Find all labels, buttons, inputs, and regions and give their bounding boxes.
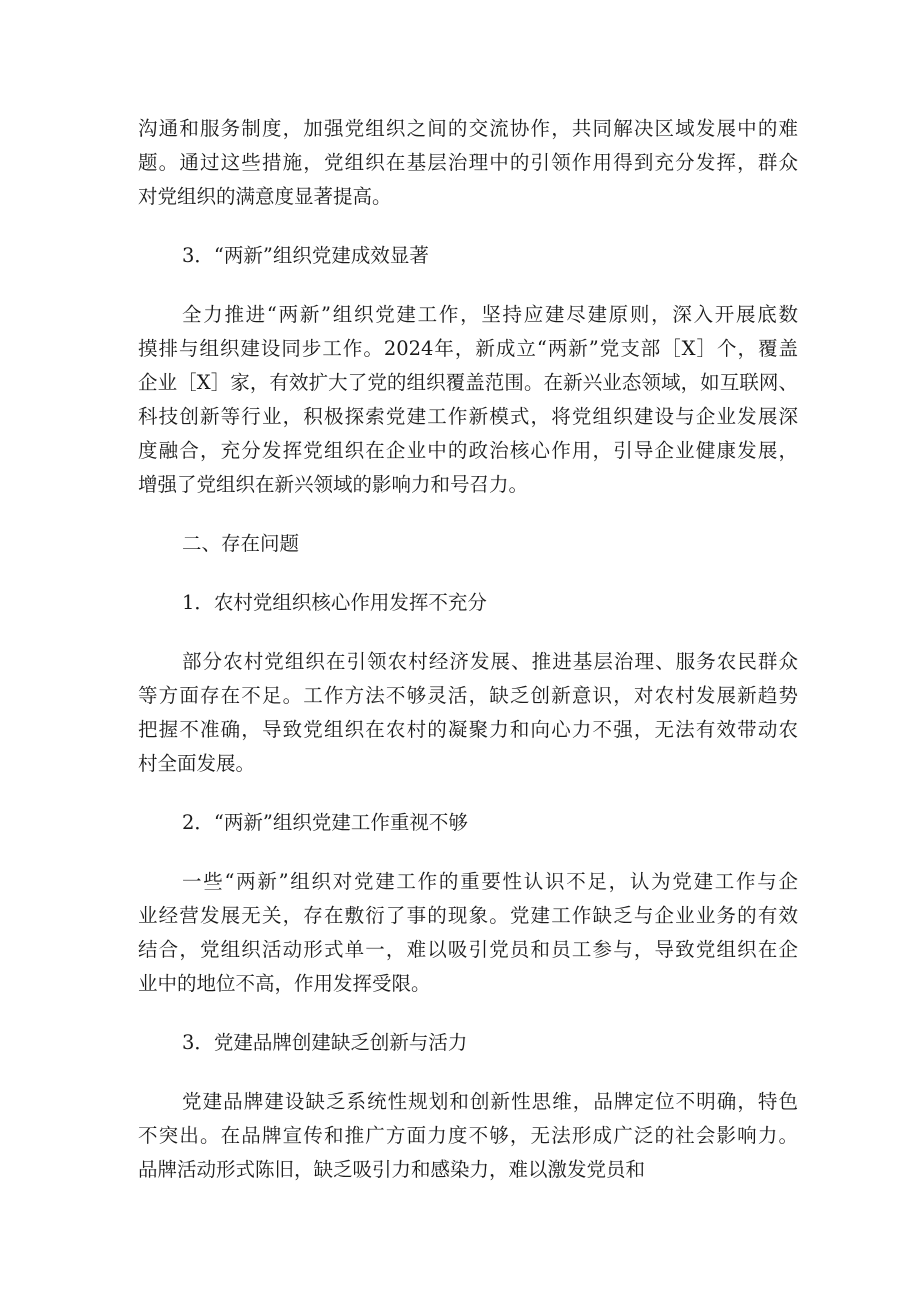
- text-line: 不突出。在品牌宣传和推广方面力度不够，无法形成广泛的社会影响力。: [138, 1124, 798, 1147]
- text-line: 摸排与组织建设同步工作。2024年，新成立“两新”党支部［X］个，覆盖: [138, 337, 798, 360]
- text-line: 科技创新等行业，积极探索党建工作新模式，将党组织建设与企业发展深: [138, 405, 798, 428]
- paragraph-brand-innovation: [138, 1085, 798, 1187]
- paragraph-two-new-results: [138, 298, 798, 502]
- text-line: 品牌活动形式陈旧，缺乏吸引力和感染力，难以激发党员和: [138, 1158, 646, 1181]
- text-line: 等方面存在不足。工作方法不够灵活，缺乏创新意识，对农村发展新趋势: [138, 684, 798, 707]
- paragraph-insufficient-attention: [138, 865, 798, 1001]
- paragraph-intro: [138, 112, 798, 214]
- paragraph-rural-party-role: [138, 645, 798, 781]
- text-line: 增强了党组织在新兴领域的影响力和号召力。: [138, 473, 529, 496]
- text-line: 结合，党组织活动形式单一，难以吸引党员和员工参与，导致党组织在企: [138, 938, 798, 961]
- text-line: 把握不准确，导致党组织在农村的凝聚力和向心力不强，无法有效带动农: [138, 718, 798, 741]
- text-line: 村全面发展。: [138, 752, 256, 775]
- document-page: [138, 112, 798, 1187]
- section-title-existing-problems: 二、存在问题: [182, 532, 300, 555]
- heading-two-new-results: 3．“两新”组织党建成效显著: [182, 244, 429, 267]
- text-line: 党建品牌建设缺乏系统性规划和创新性思维，品牌定位不明确，特色: [182, 1090, 798, 1113]
- heading-rural-party-role: 1．农村党组织核心作用发挥不充分: [182, 591, 487, 614]
- heading-brand-innovation: 3．党建品牌创建缺乏创新与活力: [182, 1031, 468, 1054]
- text-line: 部分农村党组织在引领农村经济发展、推进基层治理、服务农民群众: [182, 650, 798, 673]
- text-line: 业中的地位不高，作用发挥受限。: [138, 972, 431, 995]
- text-line: 业经营发展无关，存在敷衍了事的现象。党建工作缺乏与企业业务的有效: [138, 904, 798, 927]
- text-line: 一些“两新”组织对党建工作的重要性认识不足，认为党建工作与企: [182, 870, 798, 893]
- text-line: 企业［X］家，有效扩大了党的组织覆盖范围。在新兴业态领域，如互联网、: [138, 371, 798, 394]
- text-line: 沟通和服务制度，加强党组织之间的交流协作，共同解决区域发展中的难: [138, 117, 798, 140]
- heading-insufficient-attention: 2．“两新”组织党建工作重视不够: [182, 811, 468, 834]
- text-line: 全力推进“两新”组织党建工作，坚持应建尽建原则，深入开展底数: [182, 303, 798, 326]
- text-line: 题。通过这些措施，党组织在基层治理中的引领作用得到充分发挥，群众: [138, 151, 798, 174]
- text-line: 对党组织的满意度显著提高。: [138, 185, 392, 208]
- text-line: 度融合，充分发挥党组织在企业中的政治核心作用，引导企业健康发展，: [138, 439, 798, 462]
